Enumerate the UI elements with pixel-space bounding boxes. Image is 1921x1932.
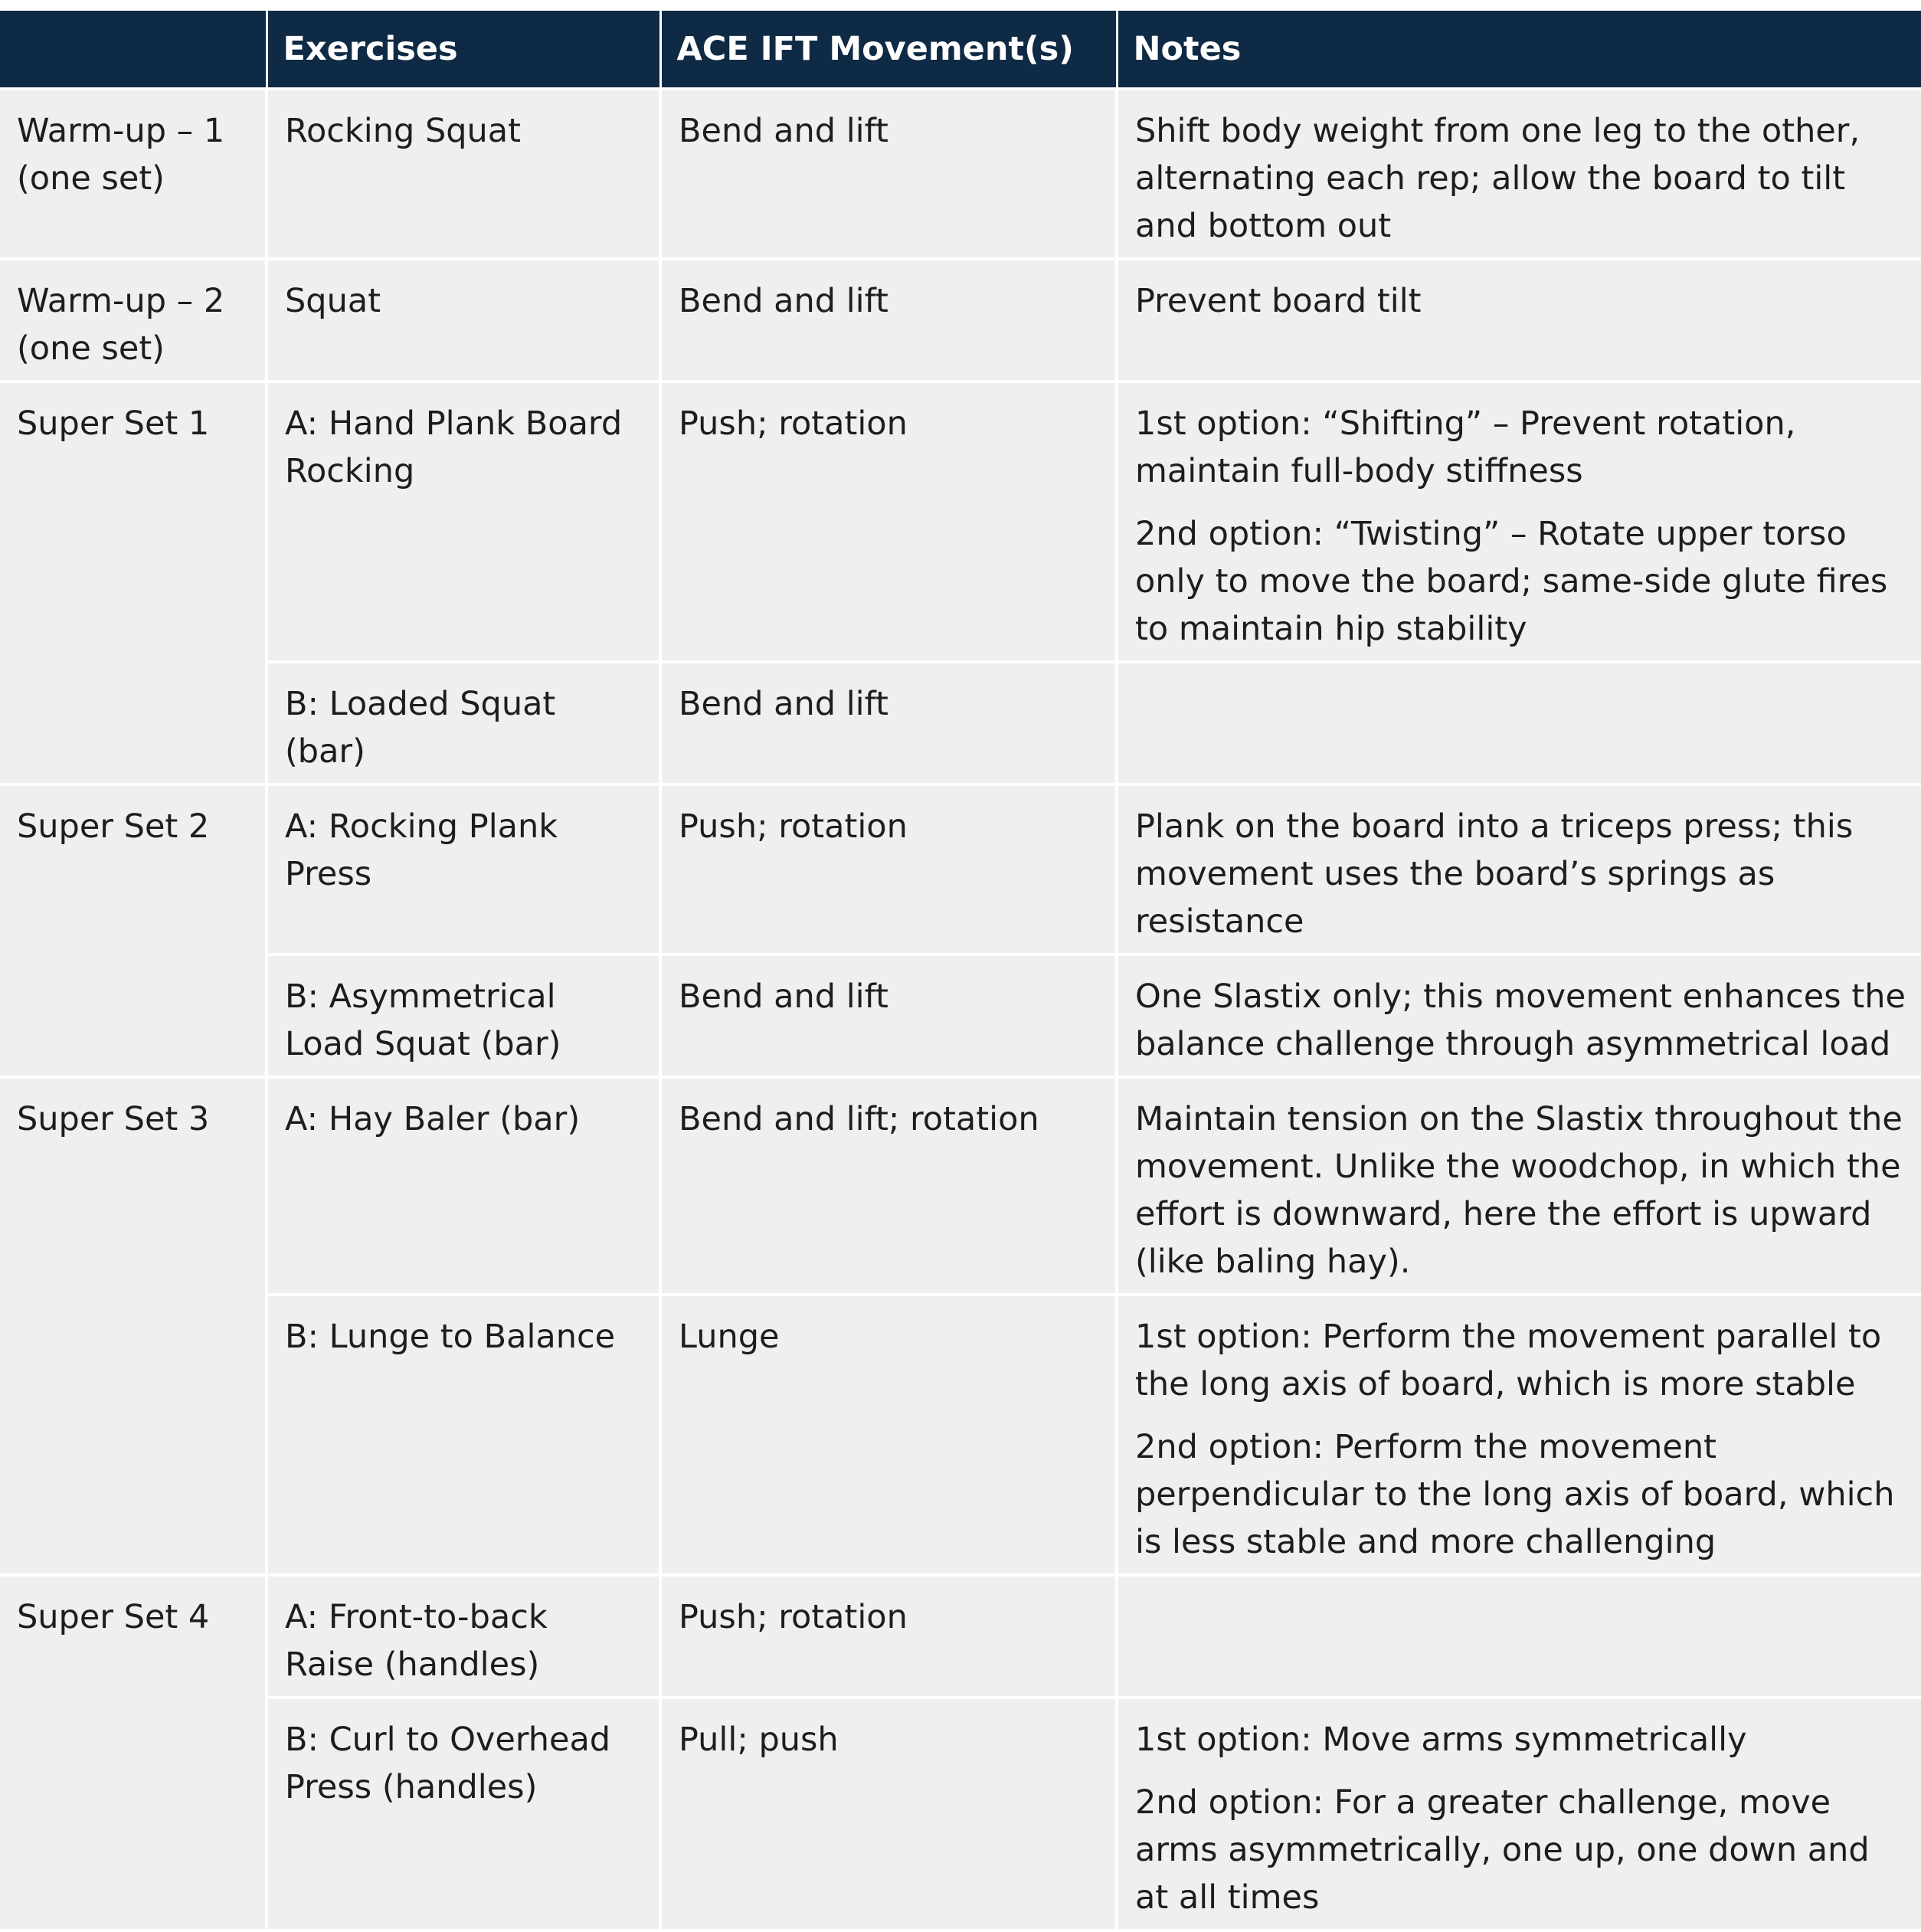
group-cell: Super Set 1 xyxy=(0,381,267,784)
notes-cell xyxy=(1117,1698,1921,1930)
exercise-cell: Squat xyxy=(267,259,660,381)
header-row xyxy=(0,11,1921,89)
header-group xyxy=(0,11,267,89)
table-row xyxy=(0,662,1921,784)
note-text: 1st option: Perform the movement parallel to the long axis of board, which is more stable xyxy=(1135,1318,1882,1403)
movement-cell: Push; rotation xyxy=(660,784,1117,955)
notes-cell xyxy=(1117,89,1921,259)
movement-cell: Lunge xyxy=(660,1295,1117,1575)
movement-cell: Bend and lift xyxy=(660,259,1117,381)
exercise-cell: A: Rocking Plank Press xyxy=(267,784,660,955)
notes-cell xyxy=(1117,1077,1921,1295)
table-row xyxy=(0,89,1921,259)
exercise-cell: A: Hand Plank Board Rocking xyxy=(267,381,660,662)
note-text: 2nd option: “Twisting” – Rotate upper torso only to move the board; same-side glute fires to maintain hip stability xyxy=(1135,515,1888,648)
exercise-cell: B: Lunge to Balance xyxy=(267,1295,660,1575)
exercise-cell: B: Loaded Squat (bar) xyxy=(267,662,660,784)
exercise-cell: A: Front-to-back Raise (handles) xyxy=(267,1575,660,1698)
note-text: One Slastix only; this movement enhances the balance challenge through asymmetrical load xyxy=(1135,977,1906,1063)
notes-cell xyxy=(1117,381,1921,662)
note-text: Maintain tension on the Slastix throughout the movement. Unlike the woodchop, in which the effort is downward, here the effort is upward (like baling hay). xyxy=(1135,1100,1903,1281)
notes-cell xyxy=(1117,259,1921,381)
exercise-cell: Rocking Squat xyxy=(267,89,660,259)
movement-cell: Bend and lift; rotation xyxy=(660,1077,1117,1295)
note-text: Prevent board tilt xyxy=(1135,282,1422,320)
table-row xyxy=(0,955,1921,1077)
note-text: 2nd option: Perform the movement perpendicular to the long axis of board, which is less stable and more challenging xyxy=(1135,1428,1895,1561)
notes-cell xyxy=(1117,955,1921,1077)
group-cell: Warm-up – 2 (one set) xyxy=(0,259,267,381)
notes-cell xyxy=(1117,662,1921,784)
exercise-cell: B: Asymmetrical Load Squat (bar) xyxy=(267,955,660,1077)
note-text: Plank on the board into a triceps press; this movement uses the board’s springs as resistance xyxy=(1135,807,1854,941)
group-cell: Super Set 2 xyxy=(0,784,267,1077)
exercise-cell: B: Curl to Overhead Press (handles) xyxy=(267,1698,660,1930)
header-notes: Notes xyxy=(1117,11,1921,89)
movement-cell: Pull; push xyxy=(660,1698,1117,1930)
notes-cell xyxy=(1117,1295,1921,1575)
table-row xyxy=(0,784,1921,955)
movement-cell: Push; rotation xyxy=(660,381,1117,662)
notes-cell xyxy=(1117,784,1921,955)
note-text: Shift body weight from one leg to the other, alternating each rep; allow the board to tilt and bottom out xyxy=(1135,112,1860,245)
header-exercises: Exercises xyxy=(267,11,660,89)
exercise-table xyxy=(0,11,1921,1932)
notes-cell xyxy=(1117,1575,1921,1698)
note-text: 1st option: “Shifting” – Prevent rotation, maintain full-body stiffness xyxy=(1135,404,1796,490)
movement-cell: Bend and lift xyxy=(660,662,1117,784)
table-row xyxy=(0,259,1921,381)
table-row xyxy=(0,381,1921,662)
table-row xyxy=(0,1077,1921,1295)
group-cell: Super Set 3 xyxy=(0,1077,267,1575)
movement-cell: Bend and lift xyxy=(660,89,1117,259)
exercise-cell: A: Hay Baler (bar) xyxy=(267,1077,660,1295)
header-movements: ACE IFT Movement(s) xyxy=(660,11,1117,89)
note-text: 2nd option: For a greater challenge, move arms asymmetrically, one up, one down and at all times xyxy=(1135,1783,1870,1917)
group-cell: Super Set 4 xyxy=(0,1575,267,1930)
movement-cell: Push; rotation xyxy=(660,1575,1117,1698)
table-row xyxy=(0,1698,1921,1930)
movement-cell: Bend and lift xyxy=(660,955,1117,1077)
group-cell: Warm-up – 1 (one set) xyxy=(0,89,267,259)
table-row xyxy=(0,1295,1921,1575)
table-row xyxy=(0,1575,1921,1698)
note-text: 1st option: Move arms symmetrically xyxy=(1135,1721,1747,1759)
